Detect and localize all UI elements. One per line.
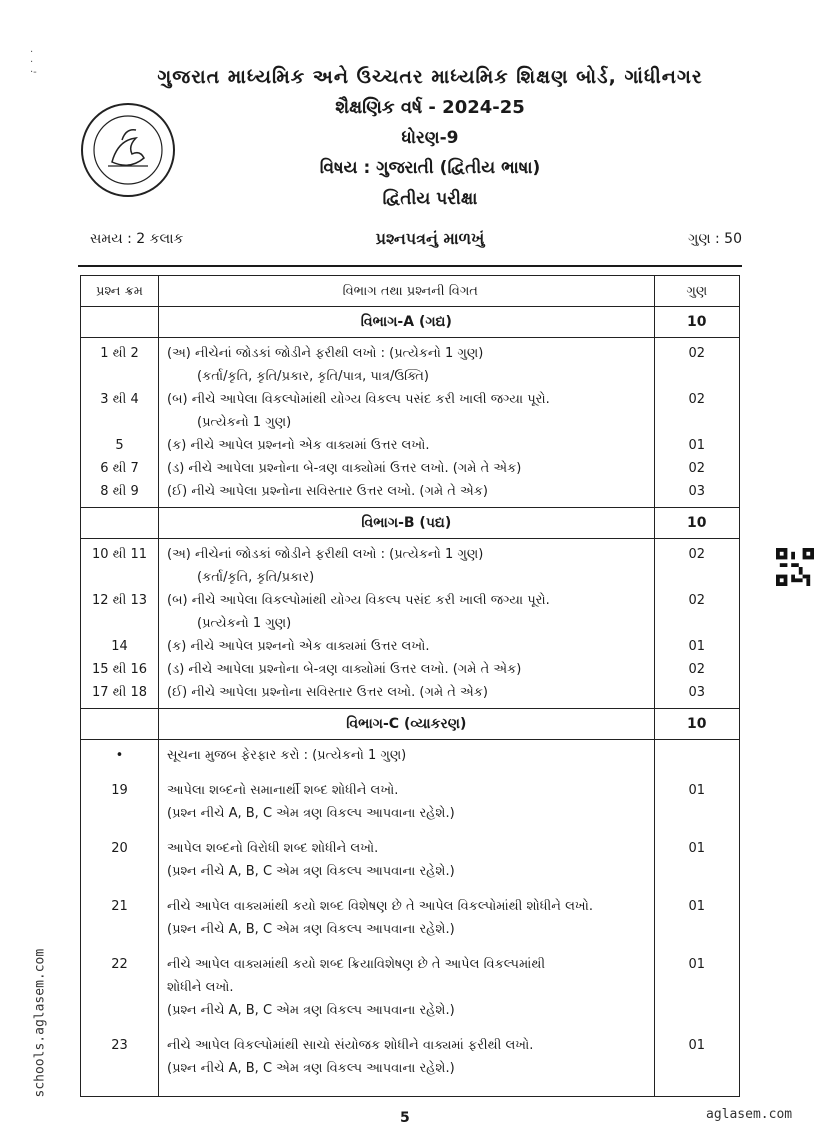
question-detail	[167, 779, 654, 825]
exam-name: દ્વિતીય પરીક્ષા	[382, 189, 478, 209]
question-marks: 01	[688, 1038, 706, 1053]
question-marks: 02	[688, 593, 706, 608]
page-number: 5	[400, 1110, 410, 1126]
section-marks: 10	[654, 307, 739, 338]
question-marks: 02	[688, 392, 706, 407]
section-body-row	[81, 740, 740, 1097]
detail-line: (ડ) નીચે આપેલા પ્રશ્નોના બે-ત્રણ વાક્યોમાં ઉત્તર લખો. (ગમે તે એક)	[167, 461, 522, 476]
question-detail	[167, 480, 654, 503]
question-number: 22	[111, 957, 128, 972]
detail-line: (પ્રત્યેકનો 1 ગુણ)	[197, 616, 292, 631]
question-structure-table	[80, 275, 740, 1097]
section-marks: 10	[654, 508, 739, 539]
section-header-row	[81, 307, 740, 338]
question-marks: 02	[688, 346, 706, 361]
question-detail	[167, 589, 654, 635]
question-detail	[167, 837, 654, 883]
detail-line: (પ્રશ્ન નીચે A, B, C એમ ત્રણ વિકલ્પ આપવાના રહેશે.)	[167, 922, 455, 937]
question-marks: 03	[688, 484, 706, 499]
header-details: વિભાગ તથા પ્રશ્નની વિગત	[159, 276, 655, 307]
question-detail	[167, 342, 654, 388]
detail-line: (ડ) નીચે આપેલા પ્રશ્નોના બે-ત્રણ વાક્યોમાં ઉત્તર લખો. (ગમે તે એક)	[167, 662, 522, 677]
time-duration: સમય : 2 કલાક	[90, 231, 184, 247]
question-detail	[167, 434, 654, 457]
section-header-row	[81, 709, 740, 740]
question-detail	[167, 388, 654, 434]
detail-line: (ક) નીચે આપેલ પ્રશ્નનો એક વાક્યમાં ઉત્તર લખો.	[167, 438, 430, 453]
detail-line: (પ્રશ્ન નીચે A, B, C એમ ત્રણ વિકલ્પ આપવાના રહેશે.)	[167, 806, 455, 821]
question-number: 15 થી 16	[91, 662, 148, 677]
question-marks: 01	[688, 783, 706, 798]
question-detail	[167, 681, 654, 704]
question-marks: 01	[688, 841, 706, 856]
question-detail	[167, 744, 654, 767]
question-marks	[655, 744, 739, 767]
question-marks: 02	[688, 461, 706, 476]
detail-line: સૂચના મુજબ ફેરફાર કરો : (પ્રત્યેકનો 1 ગુણ)	[167, 748, 407, 763]
section-blank	[81, 709, 159, 740]
detail-line: નીચે આપેલ વાક્યમાંથી કયો શબ્દ વિશેષણ છે તે આપેલ વિકલ્પોમાંથી શોધીને લખો.	[167, 899, 593, 914]
section-title: વિભાગ-C (વ્યાકરણ)	[159, 709, 655, 740]
question-detail	[167, 543, 654, 589]
detail-line: (ઈ) નીચે આપેલા પ્રશ્નોના સવિસ્તાર ઉત્તર લખો. (ગમે તે એક)	[167, 685, 488, 700]
question-detail	[167, 895, 654, 941]
subject: વિષય : ગુજરાતી (દ્વિતીય ભાષા)	[319, 158, 541, 178]
question-marks: 01	[688, 899, 706, 914]
detail-line: (કર્તા/કૃતિ, કૃતિ/પ્રકાર)	[197, 570, 315, 585]
section-blank	[81, 307, 159, 338]
question-number: 8 થી 9	[100, 484, 139, 499]
question-detail	[167, 953, 654, 1022]
detail-line: (પ્રશ્ન નીચે A, B, C એમ ત્રણ વિકલ્પ આપવાના રહેશે.)	[167, 1003, 455, 1018]
detail-line: (પ્રશ્ન નીચે A, B, C એમ ત્રણ વિકલ્પ આપવાના રહેશે.)	[167, 864, 455, 879]
detail-line: આપેલા શબ્દનો સમાનાર્થી શબ્દ શોધીને લખો.	[167, 783, 399, 798]
detail-line: (કર્તા/કૃતિ, કૃતિ/પ્રકાર, કૃતિ/પાત્ર, પાત્ર/ઉક્તિ)	[197, 369, 429, 384]
detail-line: (પ્રત્યેકનો 1 ગુણ)	[197, 415, 292, 430]
question-number: 1 થી 2	[100, 346, 139, 361]
section-body-row	[81, 539, 740, 709]
question-marks: 01	[688, 957, 706, 972]
question-number: 21	[111, 899, 128, 914]
question-number: 19	[111, 783, 128, 798]
detail-line: (બ) નીચે આપેલા વિકલ્પોમાંથી યોગ્ય વિકલ્પ પસંદ કરી ખાલી જગ્યા પૂરો.	[167, 593, 550, 608]
question-number: 12 થી 13	[91, 593, 148, 608]
question-marks: 03	[688, 685, 706, 700]
detail-line: (પ્રશ્ન નીચે A, B, C એમ ત્રણ વિકલ્પ આપવાના રહેશે.)	[167, 1061, 455, 1076]
paper-structure-title: પ્રશ્નપત્રનું માળખું	[375, 229, 485, 248]
question-detail	[167, 658, 654, 681]
question-number: 20	[111, 841, 128, 856]
standard: ધોરણ-9	[401, 128, 459, 148]
table-body	[81, 307, 740, 1097]
side-watermark: schools.aglasem.com	[32, 948, 48, 1098]
question-marks: 01	[688, 438, 706, 453]
question-detail	[167, 457, 654, 480]
question-number: 5	[115, 438, 124, 453]
academic-year: શૈક્ષણિક વર્ષ - 2024-25	[335, 97, 525, 118]
section-blank	[81, 508, 159, 539]
question-detail	[167, 635, 654, 658]
question-marks: 02	[688, 547, 706, 562]
website-watermark: aglasem.com	[706, 1107, 793, 1122]
question-detail	[167, 1034, 654, 1080]
question-number: 10 થી 11	[91, 547, 148, 562]
detail-line: શોધીને લખો.	[167, 980, 234, 995]
section-title: વિભાગ-B (પદ્ય)	[159, 508, 655, 539]
header-marks: ગુણ	[654, 276, 739, 307]
detail-line: (અ) નીચેનાં જોડકાં જોડીને ફરીથી લખો : (પ્રત્યેકનો 1 ગુણ)	[167, 547, 484, 562]
question-number: 6 થી 7	[100, 461, 139, 476]
detail-line: નીચે આપેલ વાક્યમાંથી કયો શબ્દ ક્રિયાવિશેષણ છે તે આપેલ વિકલ્પમાંથી	[167, 957, 546, 972]
question-number: 14	[111, 639, 128, 654]
divider-line	[78, 265, 742, 267]
section-title: વિભાગ-A (ગદ્ય)	[159, 307, 655, 338]
board-name: ગુજરાત માધ્યમિક અને ઉચ્ચતર માધ્યમિક શિક્ષણ બોર્ડ, ગાંધીનગર	[157, 66, 703, 88]
question-number: •	[115, 748, 124, 763]
detail-line: નીચે આપેલ વિકલ્પોમાંથી સાચો સંયોજક શોધીને વાક્યમાં ફરીથી લખો.	[167, 1038, 534, 1053]
question-number: 17 થી 18	[91, 685, 148, 700]
detail-line: (બ) નીચે આપેલા વિકલ્પોમાંથી યોગ્ય વિકલ્પ પસંદ કરી ખાલી જગ્યા પૂરો.	[167, 392, 550, 407]
qr-code-icon	[776, 548, 814, 586]
section-body-row	[81, 338, 740, 508]
detail-line: (ઈ) નીચે આપેલા પ્રશ્નોના સવિસ્તાર ઉત્તર લખો. (ગમે તે એક)	[167, 484, 488, 499]
question-number: 23	[111, 1038, 128, 1053]
detail-line: (અ) નીચેનાં જોડકાં જોડીને ફરીથી લખો : (પ્રત્યેકનો 1 ગુણ)	[167, 346, 484, 361]
detail-line: (ક) નીચે આપેલ પ્રશ્નનો એક વાક્યમાં ઉત્તર લખો.	[167, 639, 430, 654]
detail-line: આપેલ શબ્દનો વિરોધી શબ્દ શોધીને લખો.	[167, 841, 379, 856]
question-number: 3 થી 4	[100, 392, 139, 407]
question-marks: 02	[688, 662, 706, 677]
scan-marks: · · ·-	[30, 47, 37, 78]
question-marks: 01	[688, 639, 706, 654]
total-marks: ગુણ : 50	[688, 231, 742, 247]
header-question-no: પ્રશ્ન ક્રમ	[81, 276, 159, 307]
section-header-row	[81, 508, 740, 539]
table-header-row	[81, 276, 740, 307]
section-marks: 10	[654, 709, 739, 740]
